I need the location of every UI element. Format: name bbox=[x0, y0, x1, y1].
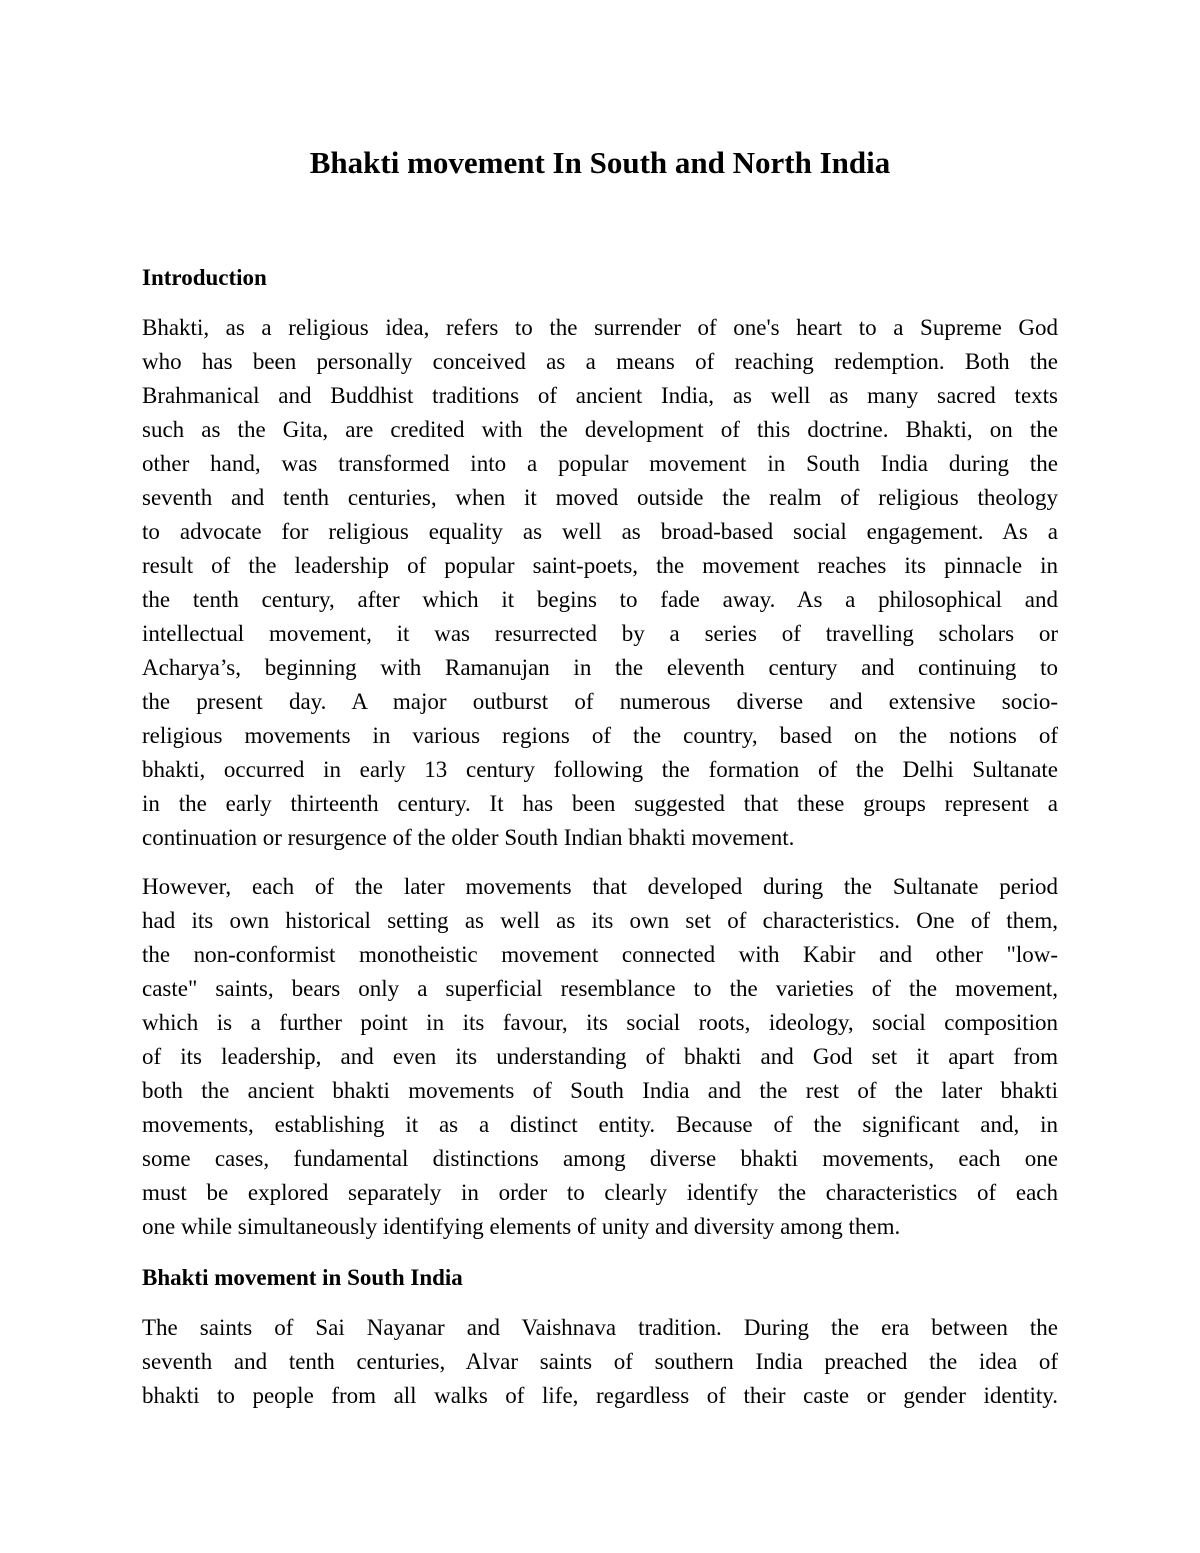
text-line: seventh and tenth centuries, when it moved outside the realm of religious theology bbox=[142, 485, 1058, 510]
text-line: the present day. A major outburst of numerous diverse and extensive socio- bbox=[142, 689, 1058, 714]
text-line: must be explored separately in order to clearly identify the characteristics of each bbox=[142, 1180, 1058, 1205]
text-line: the tenth century, after which it begins to fade away. As a philosophical and bbox=[142, 587, 1058, 612]
text-line: bhakti to people from all walks of life, regardless of their caste or gender identity. bbox=[142, 1383, 1058, 1408]
text-line: religious movements in various regions of the country, based on the notions of bbox=[142, 723, 1058, 748]
section-heading-south-india: Bhakti movement in South India bbox=[142, 1265, 463, 1290]
text-line: of its leadership, and even its understanding of bhakti and God set it apart from bbox=[142, 1044, 1058, 1069]
text-line: the non-conformist monotheistic movement connected with Kabir and other "low- bbox=[142, 942, 1058, 967]
paragraph-introduction-2 bbox=[142, 870, 1058, 1244]
text-line: bhakti, occurred in early 13 century following the formation of the Delhi Sultanate bbox=[142, 757, 1058, 782]
text-line: seventh and tenth centuries, Alvar saints of southern India preached the idea of bbox=[142, 1349, 1058, 1374]
text-line: caste" saints, bears only a superficial resemblance to the varieties of the movement, bbox=[142, 976, 1058, 1001]
text-line: such as the Gita, are credited with the development of this doctrine. Bhakti, on the bbox=[142, 417, 1058, 442]
text-line: who has been personally conceived as a means of reaching redemption. Both the bbox=[142, 349, 1058, 374]
text-line: The saints of Sai Nayanar and Vaishnava tradition. During the era between the bbox=[142, 1315, 1058, 1340]
text-line: both the ancient bhakti movements of South India and the rest of the later bhakti bbox=[142, 1078, 1058, 1103]
text-line: intellectual movement, it was resurrected by a series of travelling scholars or bbox=[142, 621, 1058, 646]
text-line: Bhakti, as a religious idea, refers to the surrender of one's heart to a Supreme God bbox=[142, 315, 1058, 340]
text-line: movements, establishing it as a distinct entity. Because of the significant and, in bbox=[142, 1112, 1058, 1137]
text-line: Brahmanical and Buddhist traditions of ancient India, as well as many sacred texts bbox=[142, 383, 1058, 408]
paragraph-introduction-1 bbox=[142, 311, 1058, 855]
text-line: result of the leadership of popular saint-poets, the movement reaches its pinnacle in bbox=[142, 553, 1058, 578]
text-line: which is a further point in its favour, its social roots, ideology, social composition bbox=[142, 1010, 1058, 1035]
text-line: had its own historical setting as well as its own set of characteristics. One of them, bbox=[142, 908, 1058, 933]
text-line: to advocate for religious equality as well as broad-based social engagement. As a bbox=[142, 519, 1058, 544]
text-line: continuation or resurgence of the older South Indian bhakti movement. bbox=[142, 825, 795, 850]
text-line: some cases, fundamental distinctions among diverse bhakti movements, each one bbox=[142, 1146, 1058, 1171]
document-title: Bhakti movement In South and North India bbox=[309, 145, 891, 180]
section-heading-introduction: Introduction bbox=[142, 265, 267, 290]
text-line: Acharya’s, beginning with Ramanujan in the eleventh century and continuing to bbox=[142, 655, 1058, 680]
text-line: other hand, was transformed into a popular movement in South India during the bbox=[142, 451, 1058, 476]
text-line: However, each of the later movements that developed during the Sultanate period bbox=[142, 874, 1058, 899]
paragraph-south-india-1 bbox=[142, 1311, 1058, 1413]
text-line: one while simultaneously identifying elements of unity and diversity among them. bbox=[142, 1214, 901, 1239]
text-line: in the early thirteenth century. It has been suggested that these groups represent a bbox=[142, 791, 1058, 816]
